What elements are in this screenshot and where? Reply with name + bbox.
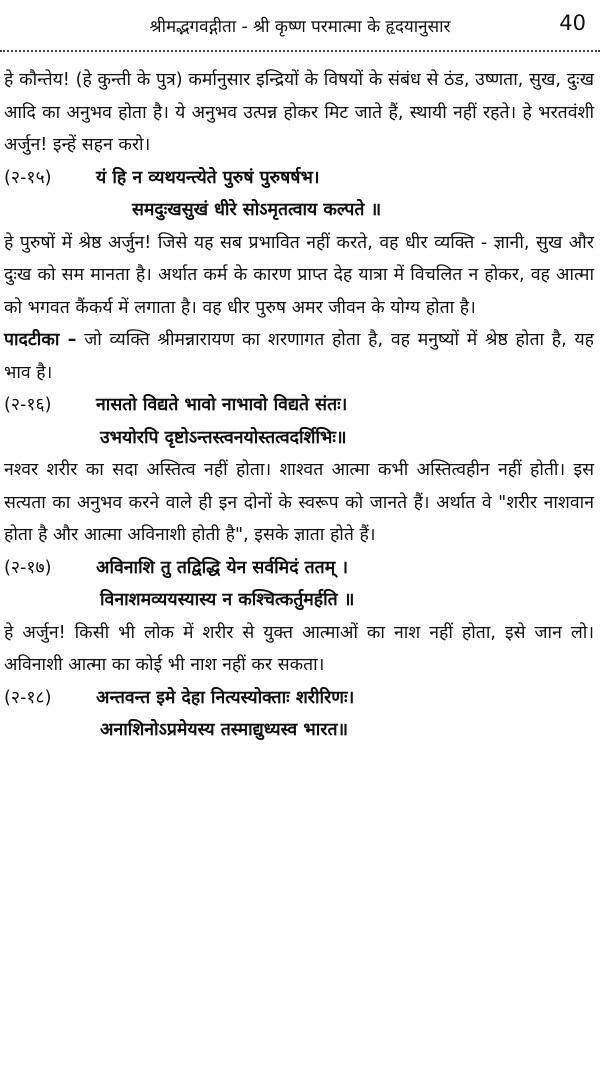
page-header <box>0 8 600 48</box>
verse-2-17-line-1 <box>4 552 594 585</box>
verse-text: अविनाशि तु तद्विद्धि येन सर्वमिदं ततम् । <box>96 557 349 578</box>
verse-2-16-line-1 <box>4 389 594 422</box>
verse-number: (२-१८) <box>4 687 52 708</box>
verse-number: (२-१५) <box>4 167 52 188</box>
paragraph-3: नश्वर शरीर का सदा अस्तित्व नहीं होता। शाश्वत आत्मा कभी अस्तित्वहीन नहीं होती। इस सत्यता का अनुभव करने वाले ही इन दोनों के स्वरूप को जानते हैं। अर्थात वे "शरीर नाशवान होता है और आत्मा अविनाशी होती है", इसके ज्ञाता होते हैं। <box>4 460 594 545</box>
paragraph-2: हे पुरुषों में श्रेष्ठ अर्जुन! जिसे यह सब प्रभावित नहीं करते, वह धीर व्यक्ति - ज्ञानी, सुख और दुःख को सम मानता है। अर्थात कर्म के कारण प्राप्त देह यात्रा में विचलित न होकर, वह आत्मा को भगवत कैंकर्य में लगाता है। वह धीर पुरुष अमर जीवन के योग्य होता है। <box>4 232 594 318</box>
page-body <box>4 64 594 747</box>
footnote-label: पादटीका – <box>4 330 77 350</box>
page-number: 40 <box>559 11 586 35</box>
verse-2-18-line-2: अनाशिनोऽप्रमेयस्य तस्माद्युध्यस्व भारत॥ <box>100 720 349 740</box>
verse-text: यं हि न व्यथयन्त्येते पुरुषं पुरुषर्षभ। <box>96 167 320 188</box>
verse-2-15-line-2: समदुःखसुखं धीरे सोऽमृतत्वाय कल्पते ॥ <box>132 200 382 220</box>
footnote <box>4 324 594 389</box>
header-divider <box>0 50 600 52</box>
verse-2-15-line-1 <box>4 162 594 195</box>
verse-number: (२-१६) <box>4 395 52 415</box>
verse-2-17-line-2: विनाशमव्ययस्यास्य न कश्चित्कर्तुमर्हति ॥ <box>100 590 355 610</box>
verse-text: अन्तवन्त इमे देहा नित्यस्योक्ताः शरीरिणः। <box>96 687 355 708</box>
running-title: श्रीमद्भगवद्गीता - श्री कृष्ण परमात्मा के हृदयानुसार <box>149 17 451 37</box>
paragraph-1: हे कौन्तेय! (हे कुन्ती के पुत्र) कर्मानुसार इन्द्रियों के विषयों के संबंध से ठंड, उष्णता, सुख, दुःख आदि का अनुभव होता है। ये अनुभव उत्पन्न होकर मिट जाते हैं, स्थायी नहीं रहते। हे भरतवंशी अर्जुन! इन्हें सहन करो। <box>4 70 594 155</box>
paragraph-4: हे अर्जुन! किसी भी लोक में शरीर से युक्त आत्माओं का नाश नहीं होता, इसे जान लो। अविनाशी आत्मा का कोई भी नाश नहीं कर सकता। <box>4 622 594 675</box>
verse-text: नासतो विद्यते भावो नाभावो विद्यते संतः। <box>96 395 348 415</box>
verse-2-18-line-1 <box>4 682 594 715</box>
footnote-text: जो व्यक्ति श्रीमन्नारायण का शरणागत होता है, वह मनुष्यों में श्रेष्ठ होता है, यह भाव है। <box>4 330 594 383</box>
verse-number: (२-१७) <box>4 557 52 578</box>
verse-2-16-line-2: उभयोरपि दृष्टोऽन्तस्त्वनयोस्तत्वदर्शिभिः॥ <box>100 427 347 448</box>
